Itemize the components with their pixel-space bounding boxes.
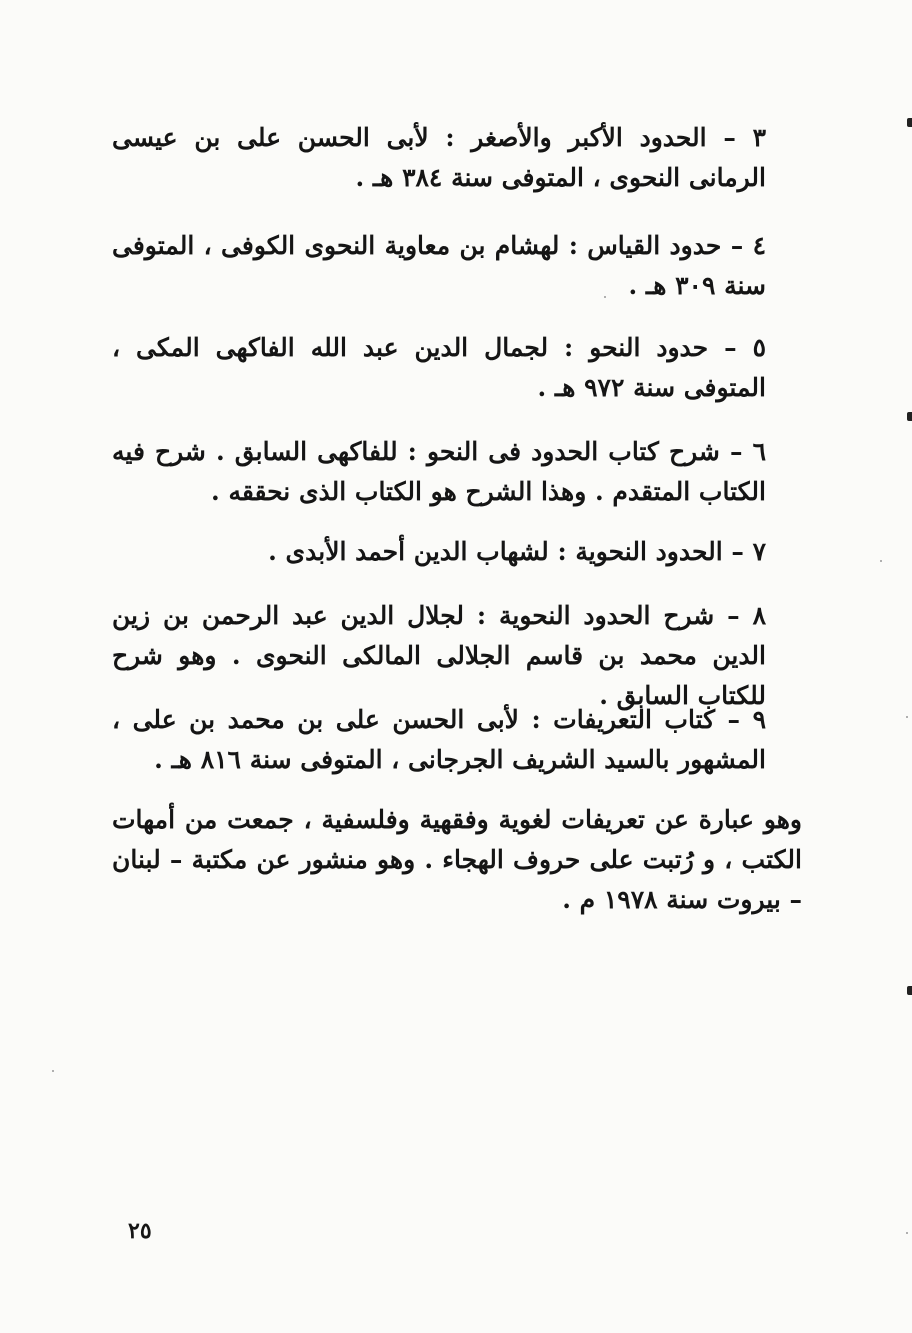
bibliography-entry-7	[112, 532, 802, 572]
bibliography-entry-3	[112, 118, 802, 198]
bibliography-entry-4	[112, 226, 802, 306]
scan-edge-mark	[907, 986, 912, 995]
entry-text: ٩ – كتاب التعريفات : لأبى الحسن على بن محمد بن على ، المشهور بالسيد الشريف الجرجانى ، المتوفى سنة ٨١٦ هـ .	[112, 705, 766, 774]
description-text: وهو عبارة عن تعريفات لغوية وفقهية وفلسفية ، جمعت من أمهات الكتب ، و رُتبت على حروف الهجاء . وهو منشور عن مكتبة – لبنان – بيروت سنة ١٩٧٨ م .	[112, 805, 802, 914]
bibliography-entry-9	[112, 700, 802, 780]
bibliography-entry-8	[112, 596, 802, 716]
entry-text: ٨ – شرح الحدود النحوية : لجلال الدين عبد الرحمن بن زين الدين محمد بن قاسم الجلالى المالكى النحوى . وهو شرح للكتاب السابق .	[112, 601, 766, 710]
page-number: ٢٥	[128, 1218, 152, 1244]
entry-text: ٥ – حدود النحو : لجمال الدين عبد الله الفاكهى المكى ، المتوفى سنة ٩٧٢ هـ .	[112, 333, 766, 402]
scan-edge-mark	[907, 118, 912, 127]
bibliography-entry-6	[112, 432, 802, 512]
entry-text: ٤ – حدود القياس : لهشام بن معاوية النحوى الكوفى ، المتوفى سنة ٣٠٩ هـ .	[112, 231, 766, 300]
entry-text: ٧ – الحدود النحوية : لشهاب الدين أحمد الأبدى .	[268, 537, 766, 566]
entry-text: ٣ – الحدود الأكبر والأصغر : لأبى الحسن على بن عيسى الرمانى النحوى ، المتوفى سنة ٣٨٤ هـ .	[112, 123, 766, 192]
scan-speck	[52, 1070, 54, 1072]
scan-speck	[906, 1232, 908, 1234]
description-paragraph	[112, 800, 802, 920]
scan-speck	[906, 716, 908, 718]
bibliography-entry-5	[112, 328, 802, 408]
scan-speck	[604, 296, 606, 298]
scan-speck	[880, 560, 882, 562]
entry-text: ٦ – شرح كتاب الحدود فى النحو : للفاكهى السابق . شرح فيه الكتاب المتقدم . وهذا الشرح هو الكتاب الذى نحققه .	[112, 437, 766, 506]
scan-edge-mark	[907, 412, 912, 421]
